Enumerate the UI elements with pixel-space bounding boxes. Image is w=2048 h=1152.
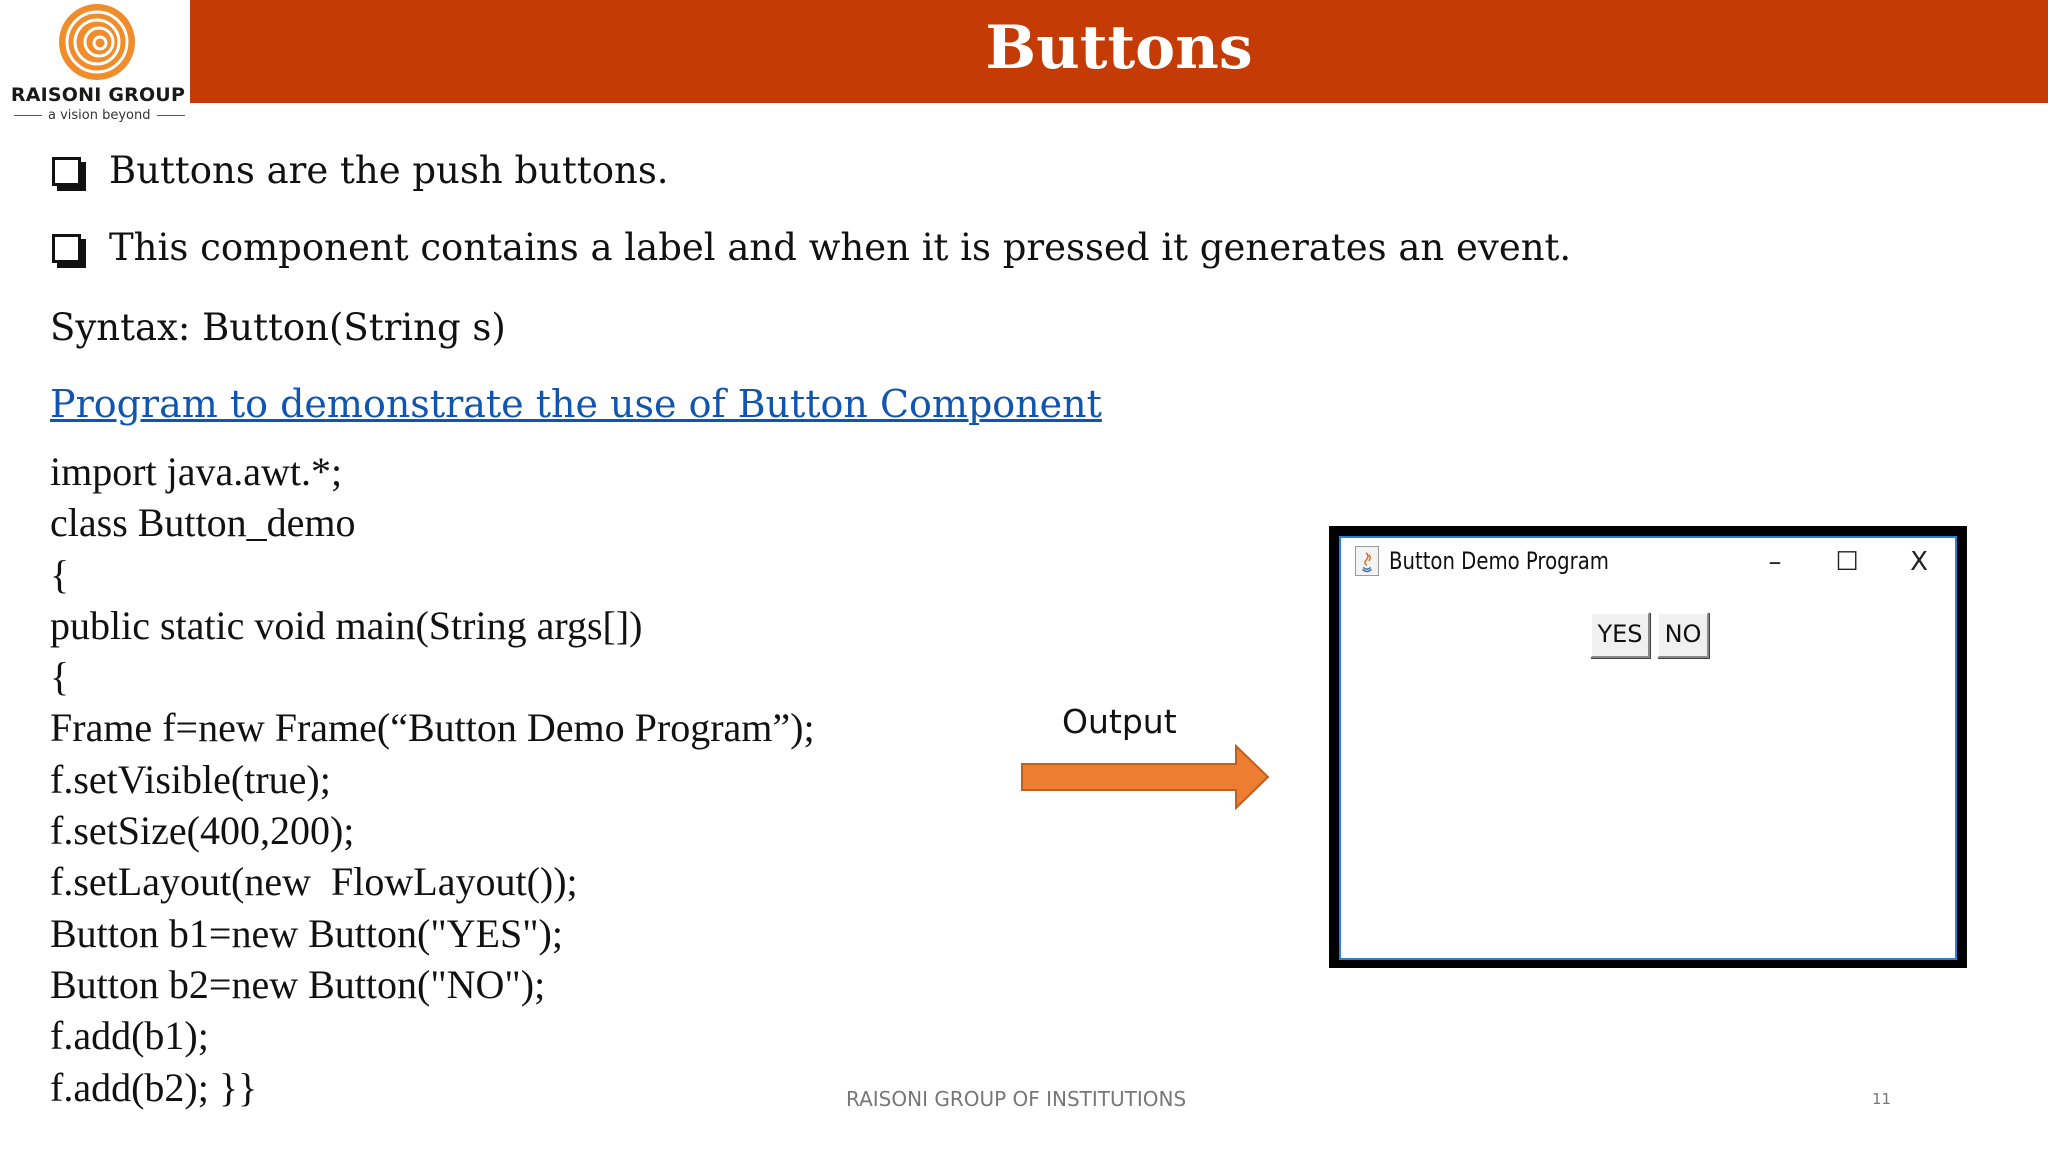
maximize-icon[interactable]: ☐ xyxy=(1835,547,1859,577)
code-block xyxy=(50,446,815,1113)
spiral-logo-icon xyxy=(0,0,190,84)
footer-text: RAISONI GROUP OF INSTITUTIONS xyxy=(846,1087,1187,1111)
code-line: f.setSize(400,200); xyxy=(50,808,355,854)
code-line: f.setLayout(new FlowLayout()); xyxy=(50,859,578,905)
checkbox-bullet-icon xyxy=(52,157,81,186)
page-number: 11 xyxy=(1872,1090,1892,1108)
right-arrow-icon xyxy=(1020,744,1270,810)
close-icon[interactable]: X xyxy=(1910,547,1928,577)
code-line: f.add(b1); xyxy=(50,1013,209,1059)
code-line: import java.awt.*; xyxy=(50,449,343,494)
java-icon xyxy=(1355,546,1379,576)
tagline-rule-left xyxy=(14,115,42,116)
title-bar xyxy=(190,0,2048,103)
minimize-icon[interactable]: – xyxy=(1768,547,1782,577)
tagline-rule-right xyxy=(157,115,185,116)
yes-button[interactable]: YES xyxy=(1590,612,1650,658)
logo-tagline: a vision beyond xyxy=(48,108,151,123)
code-line: { xyxy=(50,654,70,700)
code-line: Button b1=new Button("YES"); xyxy=(50,910,563,956)
logo-tagline-row xyxy=(8,108,188,123)
code-line: class Button_demo xyxy=(50,500,356,546)
no-button[interactable]: NO xyxy=(1657,612,1709,658)
code-line: Button b2=new Button("NO"); xyxy=(50,961,546,1007)
bullet-text: This component contains a label and when it is pressed it generates an event. xyxy=(109,226,1572,269)
code-line: public static void main(String args[]) xyxy=(50,602,643,648)
syntax-line: Syntax: Button(String s) xyxy=(50,306,506,349)
output-window xyxy=(1339,536,1957,960)
code-line: f.setVisible(true); xyxy=(50,756,331,802)
code-line: f.add(b2); }} xyxy=(50,1064,258,1110)
slide-title: Buttons xyxy=(985,13,1253,83)
code-line: { xyxy=(50,551,70,597)
program-link[interactable]: Program to demonstrate the use of Button Component xyxy=(50,382,1102,426)
code-line: Frame f=new Frame(“Button Demo Program”); xyxy=(50,705,815,751)
checkbox-bullet-icon xyxy=(52,234,81,263)
output-label: Output xyxy=(1062,702,1177,741)
window-titlebar xyxy=(1341,538,1955,596)
raisoni-logo xyxy=(0,0,190,130)
window-title: Button Demo Program xyxy=(1389,547,1609,575)
logo-name: RAISONI GROUP xyxy=(10,84,186,106)
bullet-text: Buttons are the push buttons. xyxy=(109,149,669,192)
